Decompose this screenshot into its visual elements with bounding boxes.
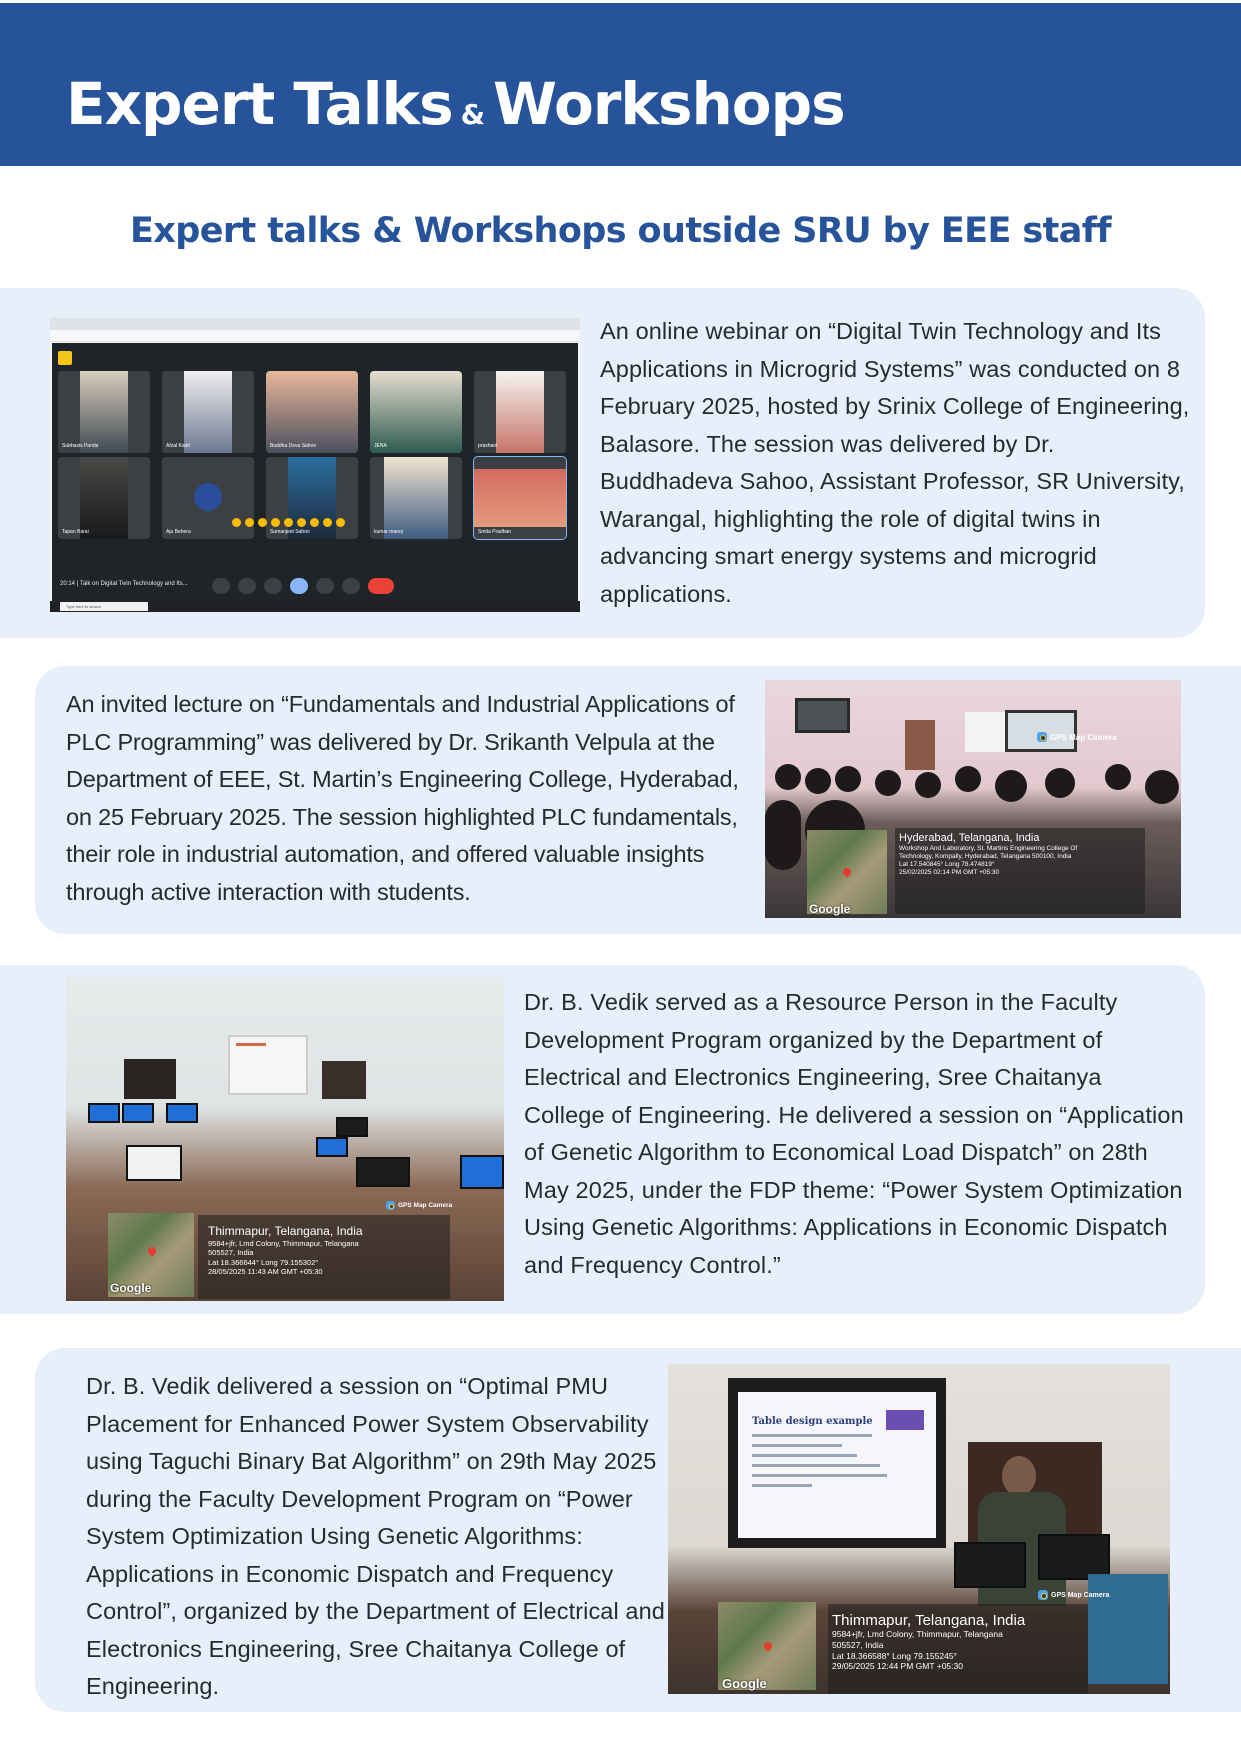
section-subtitle: Expert talks & Workshops outside SRU by EEE staff xyxy=(129,211,1112,251)
mic-icon xyxy=(212,578,230,594)
gps-address-2: 505527, India xyxy=(208,1248,254,1258)
google-map-label: Google xyxy=(722,1676,767,1691)
session-photo-pmu xyxy=(668,1364,1170,1694)
title-part-1: Expert Talks xyxy=(66,70,453,138)
monitor xyxy=(356,1157,410,1187)
gps-address-2: Technology, Kompally, Hyderabad, Telangana 500100, India xyxy=(899,852,1072,860)
reactions-icon xyxy=(290,578,308,594)
projection-screen xyxy=(228,1035,308,1095)
gps-address-2: 505527, India xyxy=(832,1639,884,1650)
monitor xyxy=(954,1542,1026,1588)
slide-table-graphic xyxy=(886,1410,924,1430)
projection-screen xyxy=(1005,710,1077,752)
participant-tile: Buddha Deva Sahoo xyxy=(266,371,358,453)
gps-timestamp: 29/05/2025 12:44 PM GMT +05:30 xyxy=(832,1661,963,1672)
browser-urlbar xyxy=(50,330,580,342)
participant-tile: JENA xyxy=(370,371,462,453)
title-part-2: Workshops xyxy=(493,70,845,138)
gps-camera-app-icon xyxy=(1037,732,1047,742)
gps-map-camera-badge: GPS Map Camera xyxy=(1038,1590,1109,1600)
gps-map-camera-badge: GPS Map Camera xyxy=(1037,732,1117,742)
entry-description: An invited lecture on “Fundamentals and Industrial Applications of PLC Programming” was delivered by Dr. Srikanth Velpula at the Department of EEE, St. Martin’s Engineering College, Hyderabad, on 25 February 2025. The session highlighted PLC fundamentals, their role in industrial automation, and offered valuable insights through active interaction with students. xyxy=(66,691,739,905)
monitor xyxy=(460,1155,504,1189)
entry-description: Dr. B. Vedik served as a Resource Person in the Faculty Development Program organized by the Department of Electrical and Electronics Engineering, Sree Chaitanya College of Engineering. He delivered a session on “Application of Genetic Algorithm to Economical Load Dispatch” on 28th May 2025, under the FDP theme: “Power System Optimization Using Genetic Algorithms: Applications in Economic Dispatch and Frequency Control.” xyxy=(524,989,1184,1278)
monitor xyxy=(336,1117,368,1137)
fdp-photo-computer-lab xyxy=(66,977,504,1301)
participant-tile: prashant xyxy=(474,371,566,453)
present-icon xyxy=(316,578,334,594)
taskbar-search: Type here to search xyxy=(60,602,148,611)
notice-board xyxy=(124,1059,176,1099)
entry-description: Dr. B. Vedik delivered a session on “Optimal PMU Placement for Enhanced Power System Observability using Taguchi Binary Bat Algorithm” on 29th May 2025 during the Faculty Development Program on “Power System Optimization Using Genetic Algorithms: Applications in Economic Dispatch and Frequency Control”, organized by the Department of Electrical and Electronics Engineering, Sree Chaitanya College of Engineering. xyxy=(86,1373,665,1699)
gps-city: Thimmapur, Telangana, India xyxy=(832,1612,1026,1629)
gps-timestamp: 28/05/2025 11:43 AM GMT +05:30 xyxy=(208,1266,323,1276)
participant-tile: Tapan Barai xyxy=(58,457,150,539)
google-map-label: Google xyxy=(809,902,851,916)
gps-info-text xyxy=(208,1225,363,1276)
map-pin-icon xyxy=(146,1245,157,1256)
monitor xyxy=(122,1103,154,1123)
window xyxy=(322,1061,366,1099)
participant-tile: Subhasis Panda xyxy=(58,371,150,453)
gps-coordinates: Lat 18.366588° Long 79.155245° xyxy=(832,1650,957,1661)
monitor xyxy=(126,1145,182,1181)
gps-address-1: 9584+jfr, Lmd Colony, Thimmapur, Telangana xyxy=(832,1629,1003,1640)
lecture-photo-hyderabad xyxy=(765,680,1181,918)
reaction-bar xyxy=(232,518,345,527)
meet-control-bar xyxy=(52,571,578,601)
gps-city: Thimmapur, Telangana, India xyxy=(208,1224,363,1238)
monitor xyxy=(316,1137,348,1157)
gps-info-text xyxy=(832,1612,1025,1672)
gps-city: Hyderabad, Telangana, India xyxy=(899,832,1040,844)
gps-info-text xyxy=(899,832,1077,877)
projection-screen xyxy=(728,1378,946,1548)
monitor xyxy=(88,1103,120,1123)
presentation-slide xyxy=(738,1392,936,1538)
participant-tile: Sumanjeet Sahoo xyxy=(266,457,358,539)
gps-camera-app-icon xyxy=(386,1201,395,1210)
end-call-icon xyxy=(368,578,394,594)
meet-info-icon xyxy=(58,351,72,365)
page-title xyxy=(66,70,845,138)
map-pin-icon xyxy=(841,866,852,877)
captions-icon xyxy=(264,578,282,594)
whiteboard xyxy=(965,712,1005,752)
meeting-time-and-title: 20:14 | Talk on Digital Twin Technology and Its... xyxy=(60,581,188,587)
gps-coordinates: Lat 18.366644° Long 79.155302° xyxy=(208,1257,319,1267)
raise-hand-icon xyxy=(342,578,360,594)
page-header xyxy=(0,3,1241,166)
participant-tile: Aju Behera xyxy=(162,457,254,539)
meet-window xyxy=(52,343,578,601)
participant-tile: kumar manoj xyxy=(370,457,462,539)
gps-address-1: Workshop And Laboratory, St. Martins Engineering College Of xyxy=(899,844,1078,852)
participant-tile-active-speaker: Smita Pradhan xyxy=(474,457,566,539)
camera-icon xyxy=(238,578,256,594)
webinar-screenshot xyxy=(50,318,580,612)
gps-map-camera-badge: GPS Map Camera xyxy=(386,1201,452,1210)
map-pin-icon xyxy=(762,1640,773,1651)
title-ampersand: & xyxy=(460,98,486,131)
gps-camera-app-icon xyxy=(1038,1590,1048,1600)
gps-address-1: 9584+jfr, Lmd Colony, Thimmapur, Telangana xyxy=(208,1238,359,1248)
participant-tile: Afzal Kadri xyxy=(162,371,254,453)
gps-timestamp: 25/02/2025 02:14 PM GMT +05:30 xyxy=(899,869,1000,877)
browser-tabbar xyxy=(50,318,580,330)
windows-taskbar xyxy=(50,601,580,612)
window xyxy=(795,698,850,733)
monitor xyxy=(166,1103,198,1123)
gps-coordinates: Lat 17.540845° Long 78.474819° xyxy=(899,860,995,868)
slide-title: Table design example xyxy=(752,1416,873,1427)
entry-description: An online webinar on “Digital Twin Technology and Its Applications in Microgrid Systems” was conducted on 8 February 2025, hosted by Srinix College of Engineering, Balasore. The session was delivered by Dr. Buddhadeva Sahoo, Assistant Professor, SR University, Warangal, highlighting the role of digital twins in advancing smart energy systems and microgrid applications. xyxy=(600,318,1190,607)
google-map-label: Google xyxy=(110,1281,152,1295)
slide-equations xyxy=(752,1434,902,1494)
